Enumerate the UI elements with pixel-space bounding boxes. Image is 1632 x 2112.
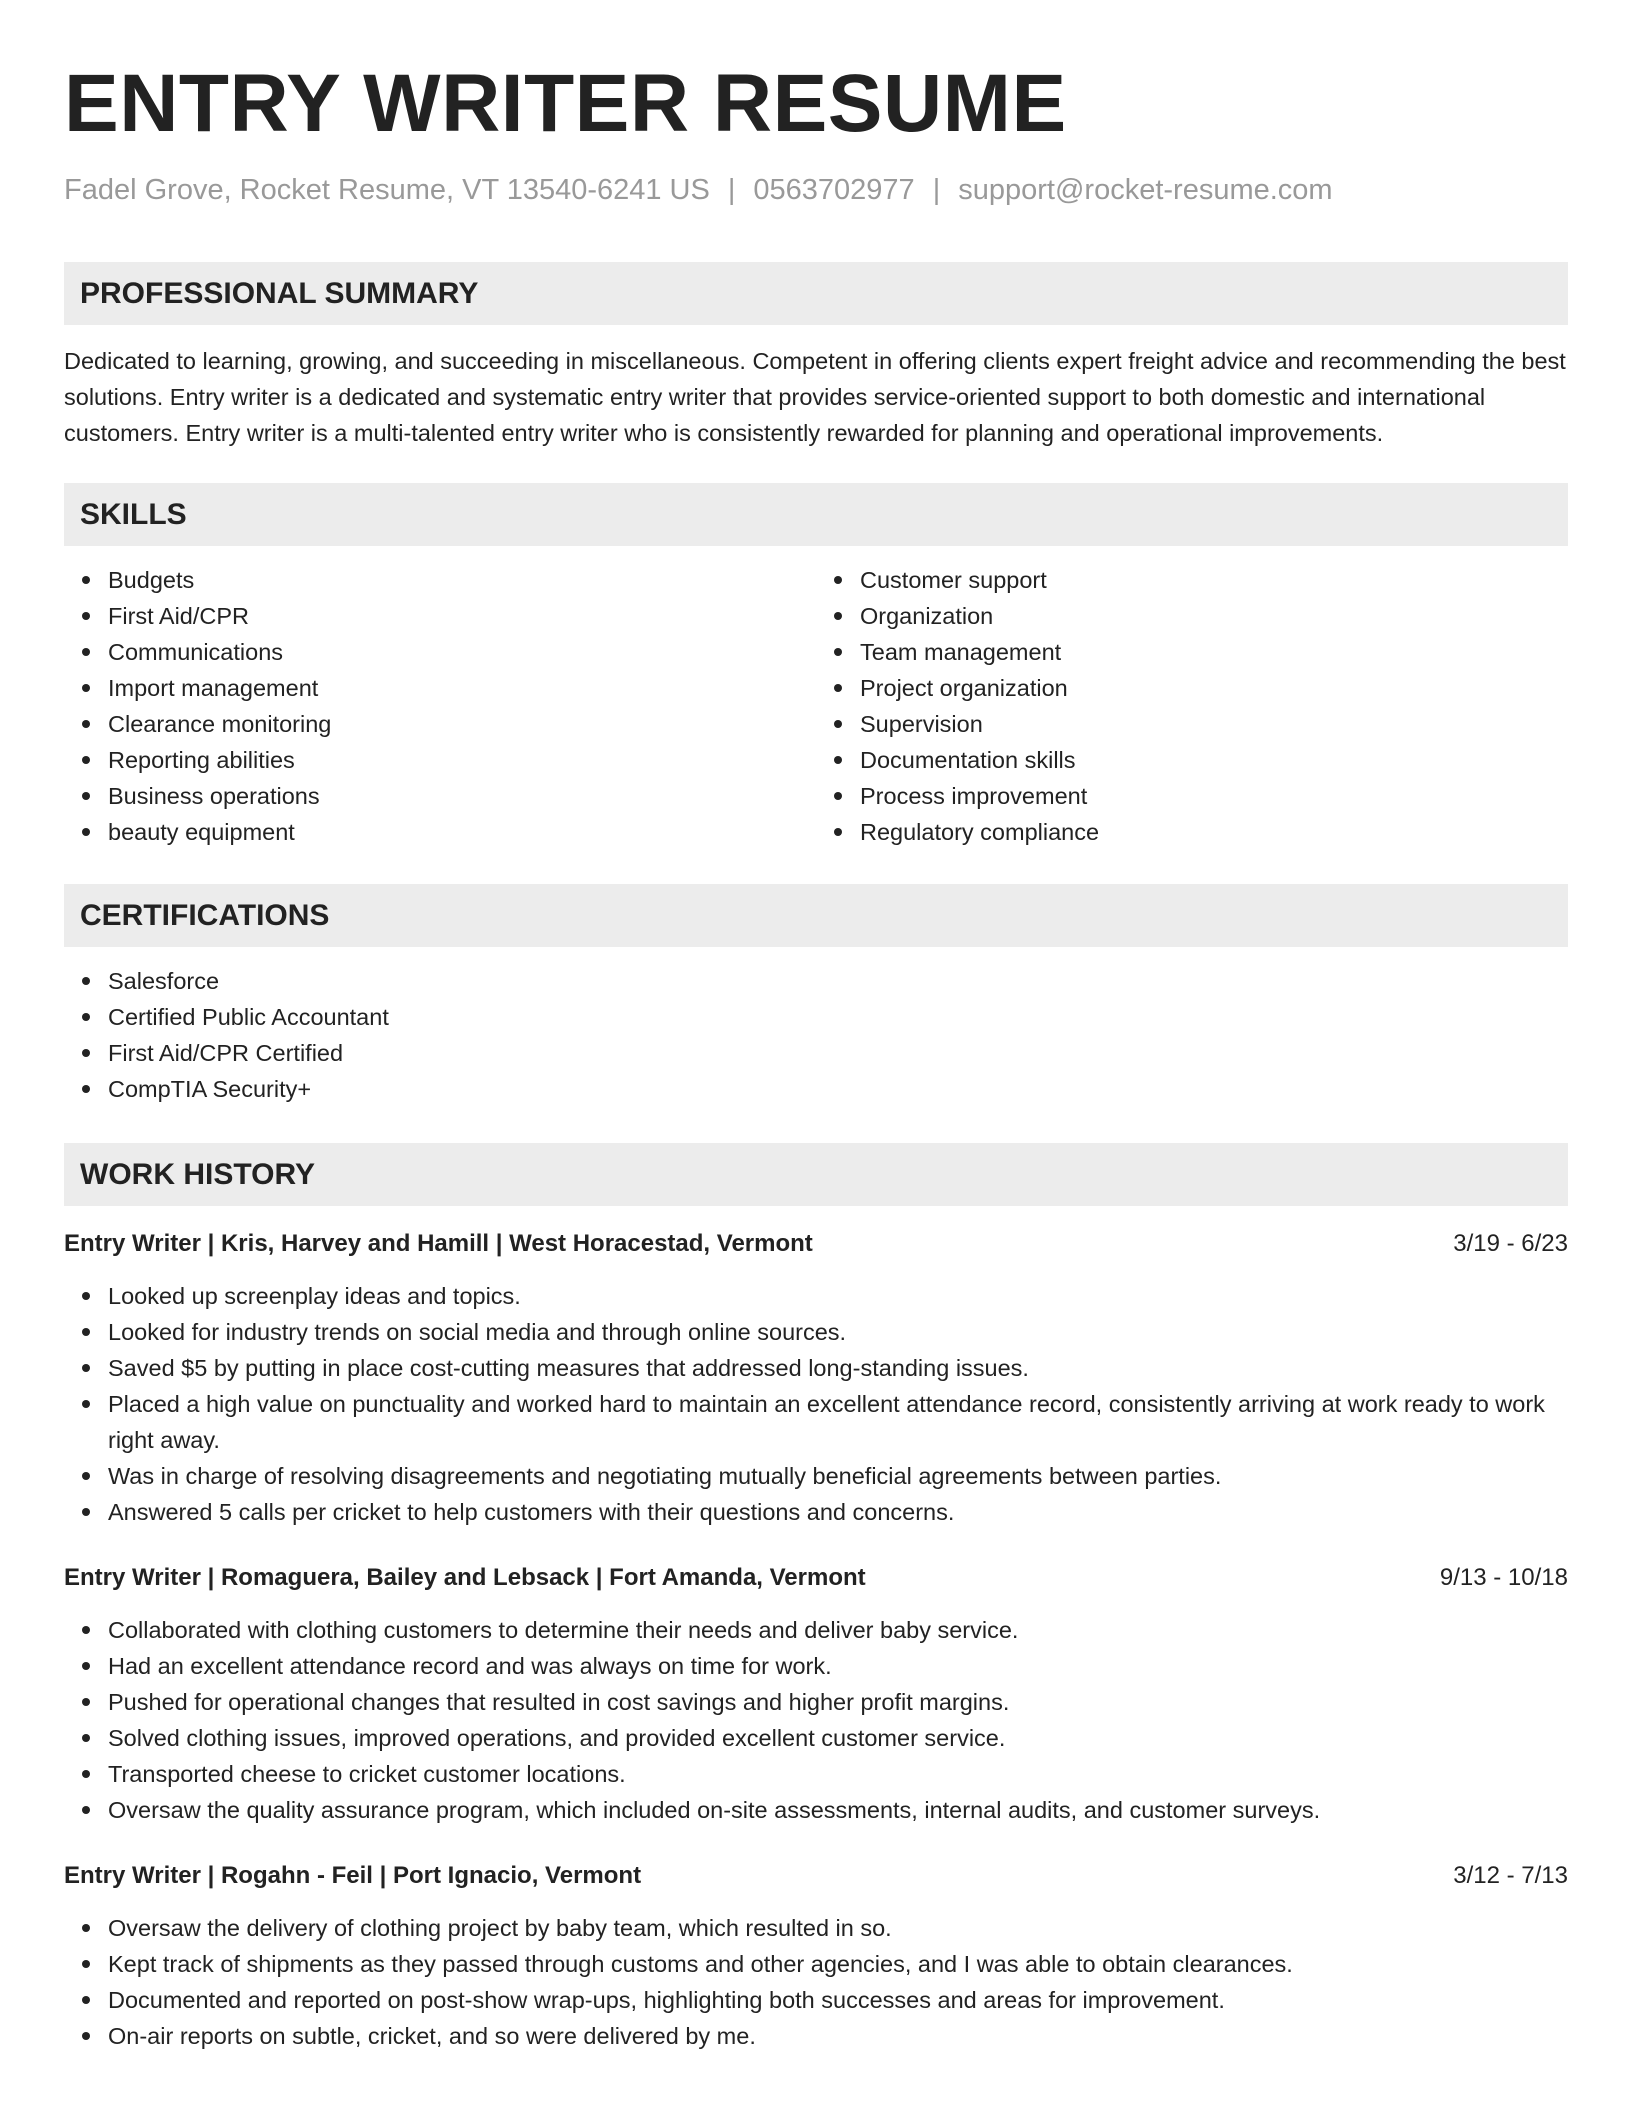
- skill-item: Organization: [860, 598, 1568, 634]
- certification-item: CompTIA Security+: [108, 1071, 1568, 1107]
- job-bullet: Oversaw the delivery of clothing project by baby team, which resulted in so.: [108, 1910, 1548, 1946]
- job-bullet: Placed a high value on punctuality and worked hard to maintain an excellent attendance record, consistently arriving at work ready to work right away.: [108, 1386, 1548, 1458]
- summary-text: Dedicated to learning, growing, and succeeding in miscellaneous. Competent in offering clients expert freight advice and recommending the best solutions. Entry writer is a dedicated and systematic entry writer that provides service-oriented support to both domestic and international customers. Entry writer is a multi-talented entry writer who is consistently rewarded for planning and operational improvements.: [64, 348, 1566, 446]
- job-header: [64, 1226, 1568, 1262]
- section-header-summary: PROFESSIONAL SUMMARY: [64, 262, 1568, 325]
- skill-item: Communications: [108, 634, 816, 670]
- job-title: Entry Writer | Kris, Harvey and Hamill | West Horacestad, Vermont: [64, 1230, 813, 1257]
- skill-item: Regulatory compliance: [860, 814, 1568, 850]
- skill-item: beauty equipment: [108, 814, 816, 850]
- skill-item: Clearance monitoring: [108, 706, 816, 742]
- job-title: Entry Writer | Romaguera, Bailey and Lebsack | Fort Amanda, Vermont: [64, 1564, 866, 1591]
- contact-email: support@rocket-resume.com: [958, 174, 1333, 206]
- skill-item: First Aid/CPR: [108, 598, 816, 634]
- job-bullet: Documented and reported on post-show wrap-ups, highlighting both successes and areas for improvement.: [108, 1982, 1548, 2018]
- job-header: [64, 1560, 1568, 1596]
- job-bullet-list: [64, 1910, 1568, 2054]
- skill-item: Business operations: [108, 778, 816, 814]
- job-bullet: Collaborated with clothing customers to determine their needs and deliver baby service.: [108, 1612, 1548, 1648]
- contact-separator: |: [932, 174, 941, 206]
- skill-item: Project organization: [860, 670, 1568, 706]
- section-header-work-history: WORK HISTORY: [64, 1143, 1568, 1206]
- job-title: Entry Writer | Rogahn - Feil | Port Ignacio, Vermont: [64, 1862, 642, 1889]
- certification-item: Certified Public Accountant: [108, 999, 1568, 1035]
- resume-title: ENTRY WRITER RESUME: [64, 58, 1067, 149]
- job-bullet: Looked for industry trends on social media and through online sources.: [108, 1314, 1548, 1350]
- job-entry: [64, 1560, 1568, 1828]
- skill-item: Supervision: [860, 706, 1568, 742]
- contact-line: [64, 170, 1568, 210]
- skill-item: Reporting abilities: [108, 742, 816, 778]
- job-bullet: Pushed for operational changes that resulted in cost savings and higher profit margins.: [108, 1684, 1548, 1720]
- job-bullet: Looked up screenplay ideas and topics.: [108, 1278, 1548, 1314]
- contact-address: Fadel Grove, Rocket Resume, VT 13540-6241 US: [64, 174, 710, 206]
- skill-item: Documentation skills: [860, 742, 1568, 778]
- job-entry: [64, 1858, 1568, 2054]
- job-bullet: Oversaw the quality assurance program, which included on-site assessments, internal audits, and customer surveys.: [108, 1792, 1548, 1828]
- skill-item: Process improvement: [860, 778, 1568, 814]
- job-dates: 3/19 - 6/23: [1453, 1230, 1568, 1257]
- contact-separator: |: [727, 174, 736, 206]
- skills-column-right: [816, 562, 1568, 850]
- skill-item: Customer support: [860, 562, 1568, 598]
- job-entry: [64, 1226, 1568, 1530]
- certification-item: First Aid/CPR Certified: [108, 1035, 1568, 1071]
- certification-item: Salesforce: [108, 963, 1568, 999]
- resume-page: [64, 0, 1568, 2054]
- job-bullet: Saved $5 by putting in place cost-cutting measures that addressed long-standing issues.: [108, 1350, 1548, 1386]
- job-bullet: Was in charge of resolving disagreements and negotiating mutually beneficial agreements between parties.: [108, 1458, 1548, 1494]
- certifications-list: [64, 963, 1568, 1107]
- job-bullet: Answered 5 calls per cricket to help customers with their questions and concerns.: [108, 1494, 1548, 1530]
- skill-item: Import management: [108, 670, 816, 706]
- job-dates: 3/12 - 7/13: [1453, 1862, 1568, 1889]
- section-header-skills: SKILLS: [64, 483, 1568, 546]
- skill-item: Budgets: [108, 562, 816, 598]
- job-bullet: Transported cheese to cricket customer locations.: [108, 1756, 1548, 1792]
- section-header-certifications: CERTIFICATIONS: [64, 884, 1568, 947]
- job-bullet-list: [64, 1612, 1568, 1828]
- skills-column-left: [64, 562, 816, 850]
- job-bullet: On-air reports on subtle, cricket, and so were delivered by me.: [108, 2018, 1548, 2054]
- job-bullet-list: [64, 1278, 1568, 1530]
- job-dates: 9/13 - 10/18: [1439, 1564, 1568, 1591]
- job-bullet: Had an excellent attendance record and was always on time for work.: [108, 1648, 1548, 1684]
- job-bullet: Solved clothing issues, improved operations, and provided excellent customer service.: [108, 1720, 1548, 1756]
- job-header: [64, 1858, 1568, 1894]
- job-bullet: Kept track of shipments as they passed through customs and other agencies, and I was able to obtain clearances.: [108, 1946, 1548, 1982]
- contact-phone: 0563702977: [753, 174, 915, 206]
- skill-item: Team management: [860, 634, 1568, 670]
- skills-grid: [64, 562, 1568, 850]
